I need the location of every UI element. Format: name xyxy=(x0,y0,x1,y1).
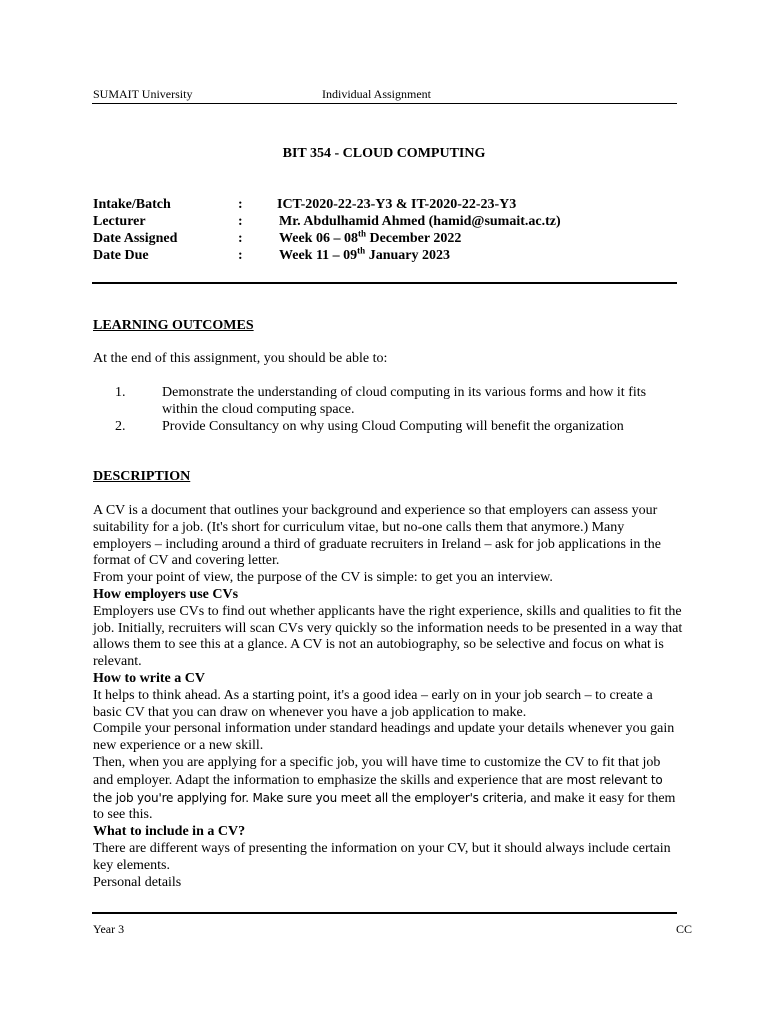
paragraph-purpose: From your point of view, the purpose of the CV is simple: to get you an interview. xyxy=(93,570,553,586)
paragraph-customize-sans: most relevant to the job you're applying for. Make sure you meet all the employer's criteria, xyxy=(93,772,663,805)
lecturer-value: Mr. Abdulhamid Ahmed (hamid@sumait.ac.tz) xyxy=(279,214,561,229)
list-item xyxy=(93,419,683,436)
header-assignment-type: Individual Assignment xyxy=(322,87,431,101)
subheading-what-to-include: What to include in a CV? xyxy=(93,824,246,840)
header-university: SUMAIT University xyxy=(93,87,193,101)
paragraph-think-ahead: It helps to think ahead. As a starting point, it's a good idea – early on in your job search – to create a basic CV that you can draw on whenever you have a job application to make. xyxy=(93,687,653,720)
paragraph-intro: A CV is a document that outlines your background and experience so that employers can assess your suitability for a job. (It's short for curriculum vitae, but no-one calls them that anymore.) Many employers – including around a third of graduate recruiters in Ireland – ask for job applications in the format of CV and covering letter. xyxy=(93,503,661,569)
lecturer-label: Lecturer xyxy=(93,214,146,229)
due-label: Date Due xyxy=(93,248,149,263)
footer-course-code: CC xyxy=(676,922,693,936)
assigned-post: December 2022 xyxy=(365,231,462,246)
paragraph-customize-end: and make it easy for them to see this. xyxy=(93,790,676,823)
due-value xyxy=(279,245,450,264)
footer-divider xyxy=(92,912,677,914)
paragraph-key-elements: There are different ways of presenting the information on your CV, but it should always include certain key elements. xyxy=(93,840,671,873)
colon: : xyxy=(238,231,243,246)
list-number: 2. xyxy=(115,419,126,434)
assigned-label: Date Assigned xyxy=(93,231,178,246)
colon: : xyxy=(238,214,243,229)
due-post: January 2023 xyxy=(365,248,450,263)
colon: : xyxy=(238,248,243,263)
due-sup: th xyxy=(357,245,366,256)
learning-outcomes-heading: LEARNING OUTCOMES xyxy=(93,318,254,333)
meta-divider xyxy=(92,282,677,284)
list-number: 1. xyxy=(115,385,126,400)
paragraph-customize-text: Then, when you are applying for a specific job, you will have time to customize the CV to fit that job and employer. Adapt the information to emphasize the skills and experience that are xyxy=(93,754,661,788)
paragraph-compile: Compile your personal information under standard headings and update your details whenever you gain new experience or a new skill. xyxy=(93,721,675,754)
list-item xyxy=(93,385,683,419)
due-pre: Week 11 – 09 xyxy=(279,248,358,263)
assigned-value xyxy=(279,228,462,247)
intake-label: Intake/Batch xyxy=(93,197,171,212)
paragraph-employers: Employers use CVs to find out whether applicants have the right experience, skills and qualities to fit the job. Initially, recruiters will scan CVs very quickly so the information needs to be presented in a way that allows them to see this at a glance. A CV is not an autobiography, so be selective and focus on what is relevant. xyxy=(93,603,683,670)
learning-outcomes-intro: At the end of this assignment, you should be able to: xyxy=(93,351,388,366)
assigned-sup: th xyxy=(357,228,366,239)
intake-value: ICT-2020-22-23-Y3 & IT-2020-22-23-Y3 xyxy=(277,197,517,212)
description-body xyxy=(93,503,683,891)
paragraph-customize xyxy=(93,755,683,824)
course-title: BIT 354 - CLOUD COMPUTING xyxy=(282,146,486,161)
footer-year: Year 3 xyxy=(93,922,125,936)
paragraph-personal-details: Personal details xyxy=(93,874,182,890)
assigned-pre: Week 06 – 08 xyxy=(279,231,358,246)
description-heading: DESCRIPTION xyxy=(93,469,191,484)
subheading-how-to-write-cv: How to write a CV xyxy=(93,670,205,686)
list-text: Demonstrate the understanding of cloud computing in its various forms and how it fits within the cloud computing space. xyxy=(162,385,647,417)
list-text: Provide Consultancy on why using Cloud Computing will benefit the organization xyxy=(162,419,624,434)
colon: : xyxy=(238,197,243,212)
subheading-how-employers-use-cvs: How employers use CVs xyxy=(93,586,239,602)
header-divider xyxy=(92,103,677,104)
